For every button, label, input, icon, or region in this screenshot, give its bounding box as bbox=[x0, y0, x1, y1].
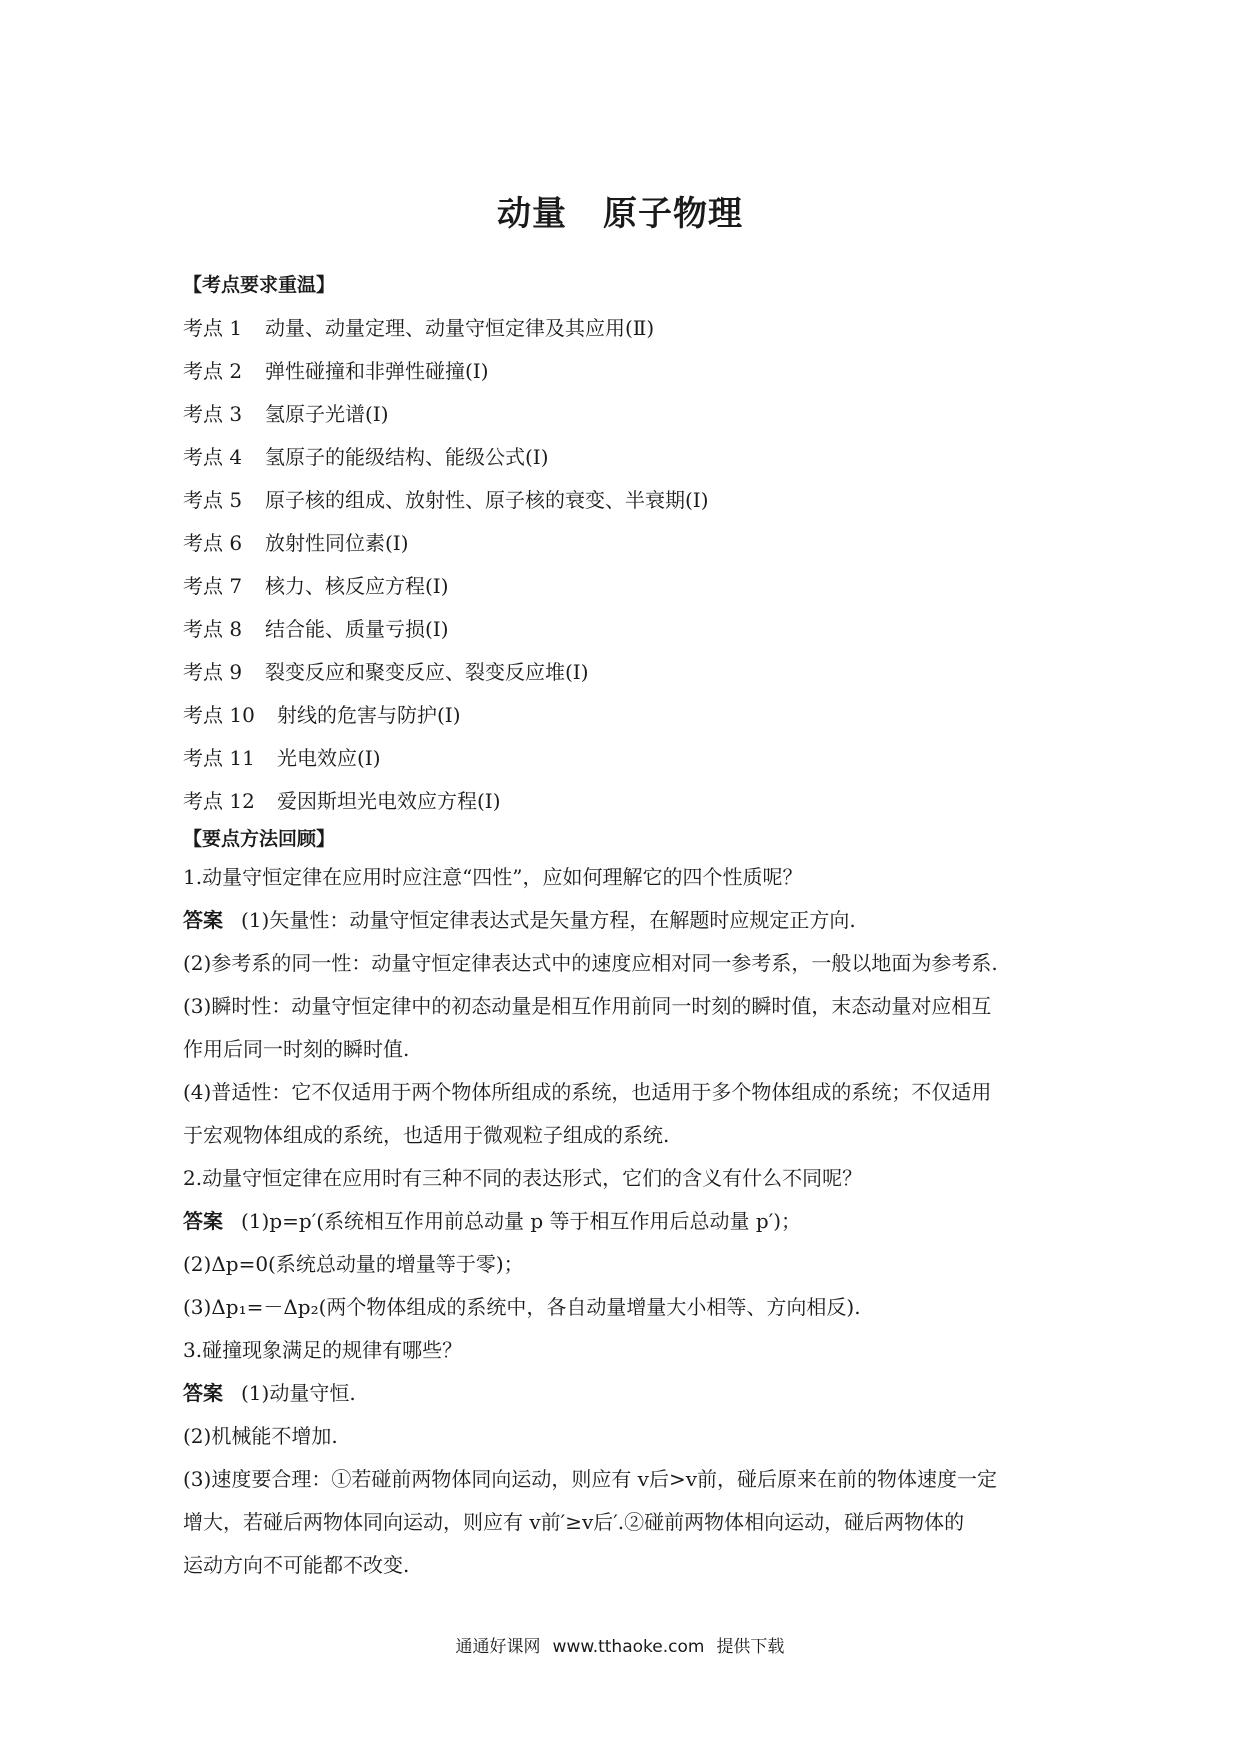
question-line: 2.动量守恒定律在应用时有三种不同的表达形式，它们的含义有什么不同呢？ bbox=[183, 1166, 863, 1190]
answer-text: (1)p=p′(系统相互作用前总动量 p 等于相互作用后总动量 p′)； bbox=[241, 1209, 802, 1233]
answer-line bbox=[183, 1378, 1065, 1421]
exam-point-text: 裂变反应和聚变反应、裂变反应堆(Ⅰ) bbox=[265, 660, 589, 684]
exam-point-label: 考点 9 bbox=[183, 660, 243, 684]
exam-point bbox=[183, 441, 709, 484]
exam-point bbox=[183, 785, 709, 828]
exam-point-text: 放射性同位素(Ⅰ) bbox=[265, 531, 409, 555]
exam-point-text: 动量、动量定理、动量守恒定律及其应用(Ⅱ) bbox=[265, 316, 655, 340]
section-heading-methods: 【要点方法回顾】 bbox=[183, 828, 336, 850]
exam-point bbox=[183, 656, 709, 699]
footer-site-name: 通通好课网 bbox=[455, 1637, 541, 1657]
exam-point-label: 考点 7 bbox=[183, 574, 243, 598]
exam-point-text: 射线的危害与防护(Ⅰ) bbox=[277, 703, 461, 727]
exam-point-text: 原子核的组成、放射性、原子核的衰变、半衰期(Ⅰ) bbox=[265, 488, 709, 512]
body-line: (4)普适性：它不仅适用于两个物体所组成的系统，也适用于多个物体组成的系统；不仅适用 bbox=[183, 1080, 992, 1104]
exam-point bbox=[183, 742, 709, 785]
exam-point-text: 氢原子光谱(Ⅰ) bbox=[265, 402, 389, 426]
title-part-momentum: 动量 bbox=[497, 194, 567, 234]
body-line: 作用后同一时刻的瞬时值. bbox=[183, 1037, 410, 1061]
footer-suffix: 提供下载 bbox=[716, 1637, 785, 1657]
body-line: (2)Δp=0(系统总动量的增量等于零)； bbox=[183, 1252, 524, 1276]
footer-url-link[interactable]: www.tthaoke.com bbox=[552, 1637, 705, 1657]
body-line: 运动方向不可能都不改变. bbox=[183, 1553, 410, 1577]
exam-point bbox=[183, 312, 709, 355]
exam-point-label: 考点 11 bbox=[183, 746, 255, 770]
answer-line bbox=[183, 1206, 1065, 1249]
answer-label: 答案 bbox=[183, 1209, 223, 1233]
answer-text: (1)矢量性：动量守恒定律表达式是矢量方程，在解题时应规定正方向. bbox=[241, 908, 856, 932]
title-part-atomic: 原子物理 bbox=[603, 194, 743, 234]
question-line: 1.动量守恒定律在应用时应注意“四性”，应如何理解它的四个性质呢？ bbox=[183, 865, 803, 889]
exam-point-label: 考点 10 bbox=[183, 703, 255, 727]
exam-point-text: 结合能、质量亏损(Ⅰ) bbox=[265, 617, 449, 641]
exam-point bbox=[183, 398, 709, 441]
exam-point-label: 考点 8 bbox=[183, 617, 243, 641]
exam-point-text: 核力、核反应方程(Ⅰ) bbox=[265, 574, 449, 598]
exam-point-label: 考点 4 bbox=[183, 445, 243, 469]
section-heading-requirements: 【考点要求重温】 bbox=[183, 274, 336, 296]
exam-point bbox=[183, 699, 709, 742]
body-line: (2)参考系的同一性：动量守恒定律表达式中的速度应相对同一参考系，一般以地面为参考系. bbox=[183, 951, 998, 975]
exam-point-text: 爱因斯坦光电效应方程(Ⅰ) bbox=[277, 789, 501, 813]
exam-point-label: 考点 6 bbox=[183, 531, 243, 555]
body-line: (3)速度要合理：①若碰前两物体同向运动，则应有 v后>v前，碰后原来在前的物体速度一定 bbox=[183, 1467, 998, 1491]
exam-point bbox=[183, 570, 709, 613]
exam-point bbox=[183, 484, 709, 527]
exam-point-text: 光电效应(Ⅰ) bbox=[277, 746, 381, 770]
answer-text: (1)动量守恒. bbox=[241, 1381, 356, 1405]
exam-point-text: 弹性碰撞和非弹性碰撞(Ⅰ) bbox=[265, 359, 489, 383]
exam-point bbox=[183, 613, 709, 656]
exam-point-text: 氢原子的能级结构、能级公式(Ⅰ) bbox=[265, 445, 549, 469]
methods-review-body bbox=[183, 862, 1065, 1593]
question-line: 3.碰撞现象满足的规律有哪些？ bbox=[183, 1338, 463, 1362]
exam-points-list bbox=[183, 312, 709, 828]
exam-point-label: 考点 3 bbox=[183, 402, 243, 426]
answer-line bbox=[183, 905, 1065, 948]
exam-point-label: 考点 2 bbox=[183, 359, 243, 383]
exam-point bbox=[183, 527, 709, 570]
body-line: (3)Δp₁=－Δp₂(两个物体组成的系统中，各自动量增量大小相等、方向相反). bbox=[183, 1295, 861, 1319]
body-line: (2)机械能不增加. bbox=[183, 1424, 338, 1448]
page-footer bbox=[0, 1632, 1240, 1657]
page-title bbox=[0, 186, 1240, 235]
exam-point-label: 考点 12 bbox=[183, 789, 255, 813]
answer-label: 答案 bbox=[183, 1381, 223, 1405]
exam-point-label: 考点 1 bbox=[183, 316, 243, 340]
body-line: 于宏观物体组成的系统，也适用于微观粒子组成的系统. bbox=[183, 1123, 670, 1147]
body-line: (3)瞬时性：动量守恒定律中的初态动量是相互作用前同一时刻的瞬时值，末态动量对应相互 bbox=[183, 994, 992, 1018]
exam-point-label: 考点 5 bbox=[183, 488, 243, 512]
exam-point bbox=[183, 355, 709, 398]
answer-label: 答案 bbox=[183, 908, 223, 932]
body-line: 增大，若碰后两物体同向运动，则应有 v前′≥v后′.②碰前两物体相向运动，碰后两物体的 bbox=[183, 1510, 965, 1534]
